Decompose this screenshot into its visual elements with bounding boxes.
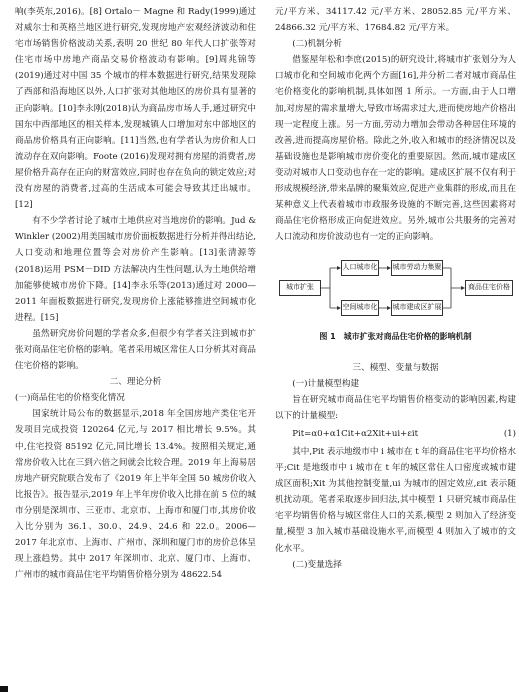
equation-1: [275, 426, 516, 442]
box-built-area: 城市建成区扩展: [391, 300, 443, 316]
paragraph-4: 国家统计局公布的数据显示,2018 年全国房地产类住宅开发项目完成投资 120264 亿元,与 2017 相比增长 9.5%。其中,住宅投资 85192 亿元,同比增长 13.4%。按照相关规定,通常房价收入比在三到六倍之间就会比较合理。2019 年上海易居房地产研究院联合发布了《2019 年上半年全国 50 城房价收入比报告》。报告显示,2019 年上半年房价收入比排在前 5 位的城市分别是深圳市、三亚市、北京市、上海市和厦门市,其房价收入比分别为 36.1、30.0、24.9、24.6 和 22.0。2006—2017 年北京市、上海市、广州市、深圳和厦门市的房价总体呈现上涨趋势。其中 2017 年深圳市、北京、厦门市、上海市、广州市的城市商品住宅平均销售价格分别为 48622.54: [15, 409, 256, 581]
box-house-price: 商品住宅价格: [465, 280, 513, 296]
right-column: [275, 4, 516, 573]
page-corner-mark: [0, 686, 8, 692]
left-column: [15, 4, 256, 583]
box-city-expansion: 城市扩张: [279, 280, 321, 296]
box-pop-urbanization: 人口城市化: [341, 260, 379, 276]
section-heading-model: 三、模型、变量与数据: [352, 362, 439, 373]
paragraph-model-intro: 旨在研究城市商品住宅平均销售价格变动的影响因素,构建以下的计量模型:: [275, 394, 516, 421]
equation-number: (1): [503, 428, 516, 439]
paragraph-model-explain: 其中,Pit 表示地级市中 i 城市在 t 年的商品住宅平均价格水平;Cit 是地级市中 i 城市在 t 年的城区常住人口密度或城市建成区面积;Xit 为其他控制变量,ui 为城市的固定效应,εit 表示随机扰动项。笔者采取逐步回归法,其中模型 1 只研究城市商品住宅平均销售价格与城区常住人口的关系,模型 2 则加入了经济变量,模型 3 加入城市基础设施水平,而模型 4 则加入了城市的文化水平。: [275, 446, 516, 554]
paragraph-continued: 元/平方米、34117.42 元/平方米、28052.85 元/平方米、24866.32 元/平方米、17684.82 元/平方米。: [275, 7, 516, 34]
paragraph-1: 响(李英东,2016)。[8] Ortalo－ Magne 和 Rady(1999)通过对威尔士和英格兰地区进行研究,发现房地产宏观经济波动和住宅市场销售价格波动关系,表明 20 世纪 80 年代人口扩张等对住宅市场中房地产商品交易价格波动有影响。[9]周兆锦等(2019)通过对中国 35 个城市的样本数据进行研究,结果发现除了西部和沿海地区以外,人口扩张对其他地区的房价具有显著的正向影响。[10]李永刚(2018)认为商品房市场人手,通过研究中国东中西部地区的相关样本,发现城镇人口增加对东中部地区的商品房价格具有正向影响。[11]当然,也有学者认为房价和人口流动存在双向影响。Foote (2016)发现对拥有房屋的消费者,房屋价格升高存在正向的财富效应,同时也存在负向的锁定效应;对没有房屋的消费者,过高的生活成本可能会导致其迁出城市。[12]: [15, 7, 256, 211]
figure-caption: 图 1 城市扩张对商品住宅价格的影响机制: [319, 332, 472, 342]
box-spatial-urbanization: 空间城市化: [341, 300, 379, 316]
box-labor-supply: 城市劳动力集聚: [391, 260, 443, 276]
equation-text: Pit=α0+α1Cit+α2Xit+ui+εit: [292, 428, 419, 439]
subsection-heading-model: (一)计量模型构建: [292, 378, 360, 389]
paragraph-mechanism: 借鉴屋年松和李庶(2015)的研究设计,将城市扩张划分为人口城市化和空间城市化两个方面[16],并分析二者对城市商品住宅价格变化的影响机制,具体如图 1 所示。一方面,由于人口增加,对房屋的需求量增大,导致市场需求过大,进而使房地产价格出现一定程度上涨。另一方面,劳动力增加会带动各种居住环境的改善,进而提高房屋价格。除此之外,收入和城市的经济情况以及基础设施也是影响城市房价变化的重要原因。然而,城市建成区变动对城市人口变动也存在一定的影响。建成区扩展不仅有利于形成规模经济,带来品牌的聚集效应,促进产业集群的形成,而且在某种意义上代表着城市市政服务设施的不断完善,这些因素将对商品住宅价格形成正向促进效应。另外,城市公共服务的完善对人口流动和房价波动也有一定的正向影响。: [275, 55, 516, 243]
mechanism-diagram: [275, 253, 516, 323]
paragraph-2: 有不少学者讨论了城市土地供应对当地房价的影响。Jud & Winkler (2002)用美国城市房价面板数据进行分析并得出结论,人口变动和地理位置等会对房价产生影响。[13]张清源等(2018)运用 PSM－DID 方法解决内生性问题,认为土地供给增加能够使城市房价下降。[14]李永乐等(2013)通过对 2000—2011 年面板数据进行研究,发现房价上涨能够推进空间城市化进程。[15]: [15, 216, 256, 323]
subsection-heading-price: (一)商品住宅的价格变化情况: [15, 393, 125, 404]
subsection-heading-variables: (二)变量选择: [292, 559, 342, 570]
section-heading-theory: 二、理论分析: [109, 377, 162, 388]
subsection-heading-mechanism: (二)机制分析: [292, 39, 342, 50]
paragraph-3: 虽然研究房价问题的学者众多,但很少有学者关注到城市扩张对商品住宅价格的影响。笔者采用城区常住人口分析其对商品住宅价格的影响。: [15, 328, 256, 372]
